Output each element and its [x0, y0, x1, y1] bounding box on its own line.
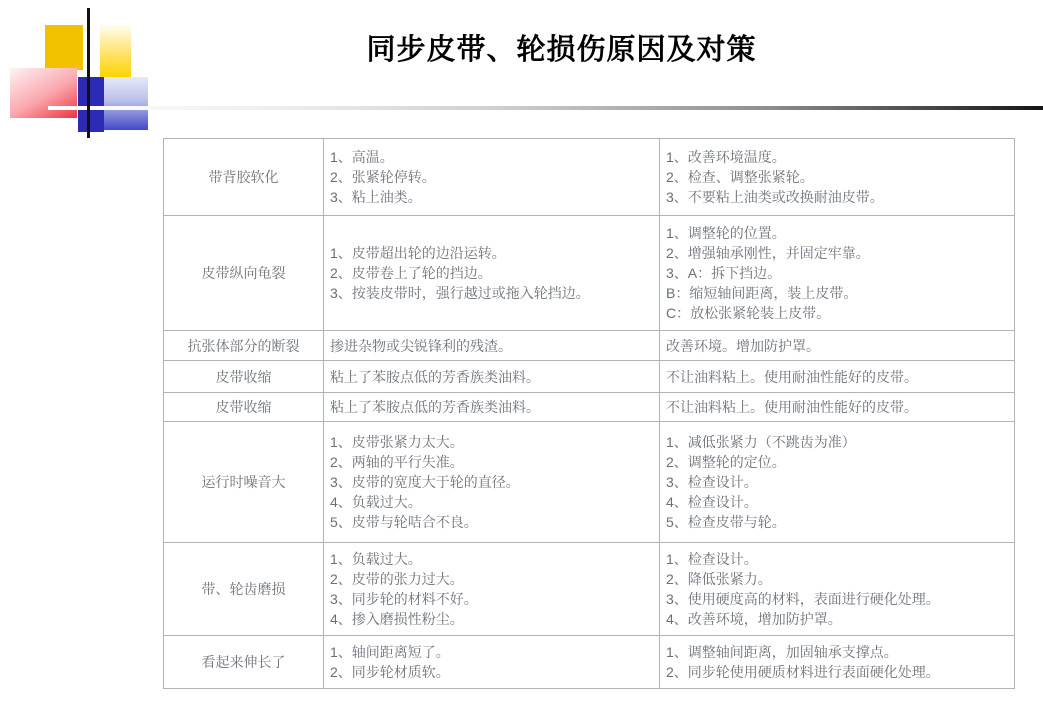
cell-line: 4、检查设计。	[666, 494, 758, 510]
damage-type-cell: 皮带纵向龟裂	[164, 216, 324, 331]
table-row	[164, 331, 1015, 361]
cell-line: 2、张紧轮停转。	[330, 169, 436, 185]
cell-line: 改善环境。增加防护罩。	[666, 337, 820, 354]
damage-type-cell: 看起来伸长了	[164, 636, 324, 689]
cell-line: 4、掺入磨损性粉尘。	[330, 611, 464, 627]
cell-line: 1、轴间距离短了。	[330, 644, 450, 660]
cell-line: 3、粘上油类。	[330, 189, 422, 205]
damage-type-cell: 抗张体部分的断裂	[164, 331, 324, 361]
cell-line: 1、高温。	[330, 149, 394, 165]
table-row	[164, 216, 1015, 331]
damage-type-cell: 带、轮齿磨损	[164, 543, 324, 636]
cell-line: 1、负载过大。	[330, 551, 422, 567]
damage-table-body	[164, 139, 1015, 689]
damage-type-cell: 带背胶软化	[164, 139, 324, 216]
cell-line: 3、使用硬度高的材料，表面进行硬化处理。	[666, 591, 940, 607]
cell-line: 3、皮带的宽度大于轮的直径。	[330, 474, 520, 490]
causes-cell	[324, 422, 660, 543]
cell-line: 1、减低张紧力（不跳齿为准）	[666, 434, 856, 450]
table-row	[164, 361, 1015, 393]
damage-type-cell: 皮带收缩	[164, 361, 324, 393]
cell-line: C：放松张紧轮装上皮带。	[666, 305, 831, 321]
cell-line: 4、改善环境，增加防护罩。	[666, 611, 842, 627]
logo-blue-gradient-square	[104, 77, 148, 130]
table-row	[164, 393, 1015, 422]
causes-cell	[324, 139, 660, 216]
measures-cell	[660, 361, 1015, 393]
cell-line: 粘上了苯胺点低的芳香族类油料。	[330, 368, 540, 385]
cell-line: 粘上了苯胺点低的芳香族类油料。	[330, 399, 540, 415]
cell-line: 1、改善环境温度。	[666, 149, 786, 165]
cell-line: 1、皮带超出轮的边沿运转。	[330, 245, 506, 261]
cell-line: 掺进杂物或尖锐锋利的残渣。	[330, 337, 512, 354]
cell-line: 不让油料粘上。使用耐油性能好的皮带。	[666, 368, 918, 385]
cell-line: 3、同步轮的材料不好。	[330, 591, 478, 607]
damage-type-cell: 运行时噪音大	[164, 422, 324, 543]
cell-line: 2、降低张紧力。	[666, 571, 772, 587]
cell-line: 2、同步轮材质软。	[330, 664, 450, 680]
table-row	[164, 543, 1015, 636]
measures-cell	[660, 543, 1015, 636]
damage-type-cell: 皮带收缩	[164, 393, 324, 422]
measures-cell	[660, 139, 1015, 216]
cell-line: 2、皮带的张力过大。	[330, 571, 464, 587]
table-row	[164, 636, 1015, 689]
logo-pink-gradient-square	[10, 68, 77, 118]
logo-blue-square	[78, 77, 104, 132]
causes-cell	[324, 216, 660, 331]
title-area	[80, 27, 1043, 68]
measures-cell	[660, 636, 1015, 689]
cell-line: 1、检查设计。	[666, 551, 758, 567]
cell-line: 4、负载过大。	[330, 494, 422, 510]
damage-table	[163, 138, 1015, 689]
cell-line: 1、皮带张紧力太大。	[330, 434, 464, 450]
causes-cell	[324, 543, 660, 636]
cell-line: 3、检查设计。	[666, 474, 758, 490]
measures-cell	[660, 393, 1015, 422]
measures-cell	[660, 422, 1015, 543]
cell-line: B：缩短轴间距离，装上皮带。	[666, 285, 858, 301]
cell-line: 3、不要粘上油类或改换耐油皮带。	[666, 189, 884, 205]
cell-line: 2、增强轴承刚性，并固定牢靠。	[666, 245, 870, 261]
cell-line: 2、皮带卷上了轮的挡边。	[330, 265, 492, 281]
measures-cell	[660, 331, 1015, 361]
cell-line: 2、同步轮使用硬质材料进行表面硬化处理。	[666, 664, 940, 680]
cell-line: 3、A：拆下挡边。	[666, 265, 782, 281]
logo-gold-square	[45, 25, 83, 70]
causes-cell	[324, 331, 660, 361]
damage-table-container	[163, 138, 1015, 689]
causes-cell	[324, 361, 660, 393]
causes-cell	[324, 636, 660, 689]
causes-cell	[324, 393, 660, 422]
table-row	[164, 139, 1015, 216]
cell-line: 不让油料粘上。使用耐油性能好的皮带。	[666, 399, 918, 415]
cell-line: 2、检查、调整张紧轮。	[666, 169, 814, 185]
title-divider-line	[48, 106, 1043, 110]
cell-line: 1、调整轮的位置。	[666, 225, 786, 241]
cell-line: 2、调整轮的定位。	[666, 454, 786, 470]
cell-line: 5、皮带与轮咭合不良。	[330, 514, 478, 530]
cell-line: 1、调整轴间距离，加固轴承支撑点。	[666, 644, 898, 660]
table-row	[164, 422, 1015, 543]
cell-line: 2、两轴的平行失准。	[330, 454, 464, 470]
measures-cell	[660, 216, 1015, 331]
cell-line: 5、检查皮带与轮。	[666, 514, 786, 530]
cell-line: 3、按装皮带时，强行越过或拖入轮挡边。	[330, 285, 590, 301]
page-title: 同步皮带、轮损伤原因及对策	[366, 34, 757, 66]
